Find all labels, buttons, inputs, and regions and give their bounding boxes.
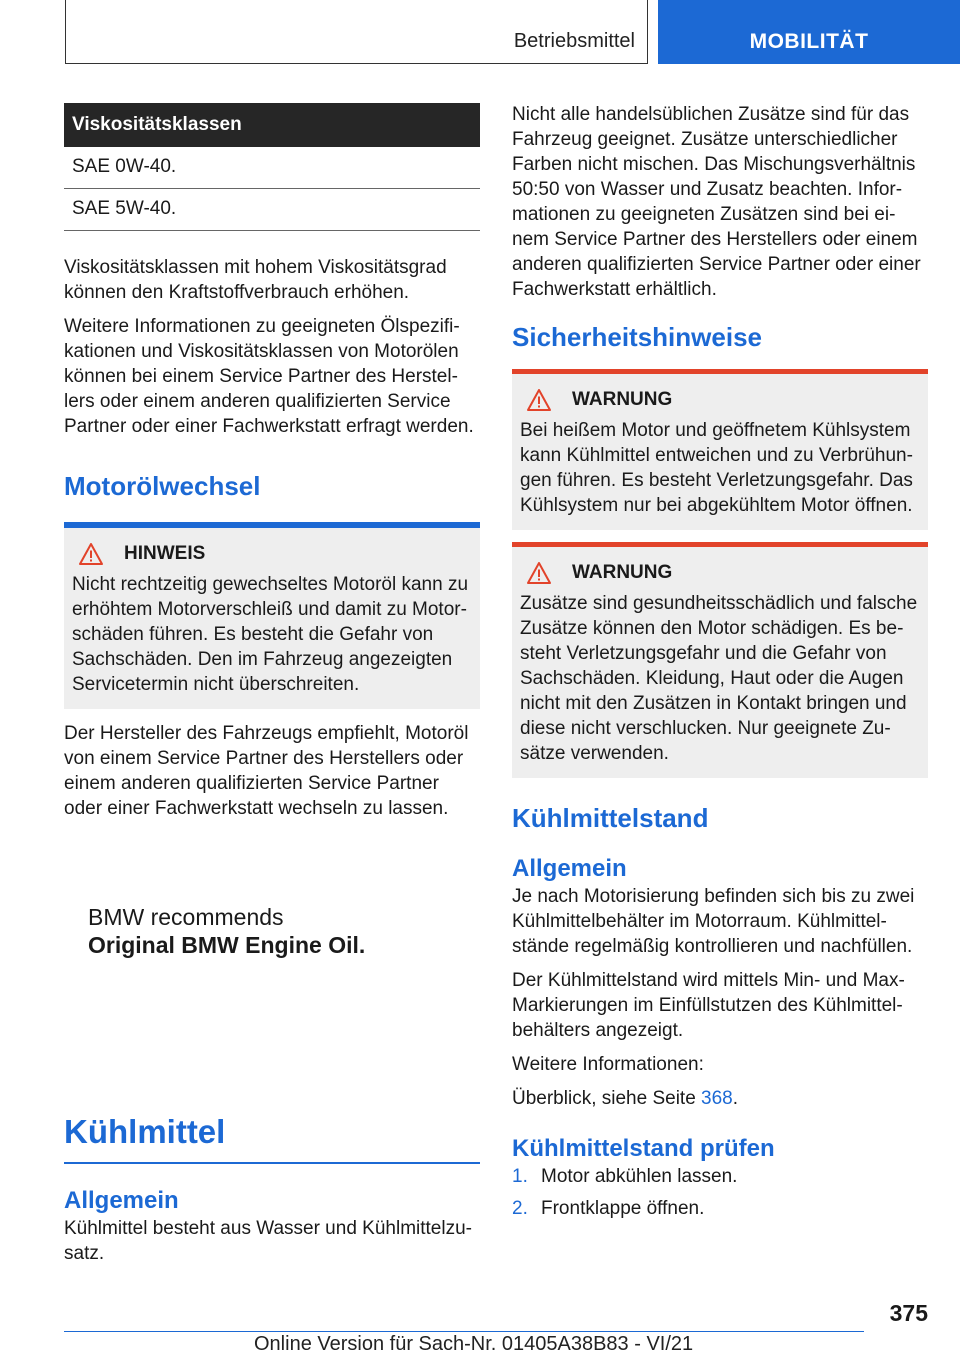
header-chapter-tab: MOBILITÄT [658, 0, 960, 64]
left-column [64, 103, 480, 1275]
paragraph: Der Hersteller des Fahrzeugs empfiehlt, Motoröl von einem Service Partner des Herstellers oder einem anderen qualifizierten Service Partner oder einer Fachwerkstatt wechseln zu lassen. [64, 723, 469, 819]
list-item [512, 1196, 928, 1221]
warning-box [512, 374, 928, 530]
warning-title: WARNUNG [572, 389, 673, 410]
paragraph-reference [512, 1086, 928, 1111]
table-row: SAE 5W-40. [64, 189, 480, 231]
chapter-heading-coolant: Kühlmittel [64, 1113, 226, 1150]
warning-triangle-icon [78, 542, 104, 566]
paragraph: Weitere Informationen zu geeigneten Ölspezifi-kationen und Viskositätsklassen von Motorölen können bei einem Service Partner des Herstel-lers oder einem anderen qualifizierten Service Partner oder einer Fachwerkstatt erfragt werden. [64, 316, 474, 437]
section-heading-coolant-level: Kühlmittelstand [512, 803, 709, 833]
right-column [512, 102, 928, 1228]
section-heading-safety: Sicherheitshinweise [512, 322, 762, 352]
paragraph: Weitere Informationen: [512, 1054, 704, 1075]
warning-header [520, 388, 920, 412]
step-text: Frontklappe öffnen. [541, 1198, 705, 1219]
paragraph: Je nach Motorisierung befinden sich bis zu zwei Kühlmittelbehälter im Motorraum. Kühlmittel-stände regelmäßig kontrollieren und nachfüllen. [512, 886, 915, 957]
list-item [512, 1164, 928, 1189]
header-section-box [65, 0, 648, 64]
viscosity-table-header: Viskositätsklassen [64, 103, 480, 147]
steps-list [512, 1164, 928, 1221]
warning-triangle-icon [526, 388, 552, 412]
step-text: Motor abkühlen lassen. [541, 1166, 738, 1187]
reference-suffix: . [732, 1088, 739, 1109]
warning-triangle-icon [526, 561, 552, 585]
header-section-title: Betriebsmittel [513, 30, 635, 52]
oil-recommendation-ad [64, 830, 480, 1060]
section-heading-oil-change: Motorölwechsel [64, 471, 261, 501]
notice-title: HINWEIS [124, 543, 206, 564]
step-number: 1. [512, 1166, 528, 1187]
subheading-check-level: Kühlmittelstand prüfen [512, 1135, 775, 1162]
ad-line-2: Original BMW Engine Oil. [88, 932, 366, 958]
notice-header [72, 542, 472, 566]
subheading-general: Allgemein [512, 855, 627, 882]
footer-rule [64, 1331, 864, 1332]
page-link[interactable]: 368 [701, 1088, 733, 1109]
ad-line-1: BMW recommends [88, 904, 284, 930]
page-number: 375 [889, 1300, 928, 1326]
subheading-general: Allgemein [64, 1187, 179, 1214]
warning-header [520, 561, 920, 585]
notice-box [64, 528, 480, 709]
paragraph: Nicht alle handelsüblichen Zusätze sind für das Fahrzeug geeignet. Zusätze unterschiedlicher Farben nicht mischen. Das Mischungsverhältnis 50:50 von Wasser und Zusatz beachten. Infor-mationen zu geeigneten Zusätzen sind bei ei-nem Service Partner des Herstellers oder einem anderen qualifizierten Service Partner oder einer Fachwerkstatt erhältlich. [512, 104, 921, 300]
warning-box [512, 547, 928, 778]
paragraph: Kühlmittel besteht aus Wasser und Kühlmittelzu-satz. [64, 1218, 472, 1264]
table-row: SAE 0W-40. [64, 147, 480, 189]
step-number: 2. [512, 1198, 528, 1219]
reference-text: Überblick, siehe Seite [512, 1088, 702, 1109]
notice-text: Nicht rechtzeitig gewechseltes Motoröl kann zu erhöhtem Motorverschleiß und damit zu Motor-schäden führen. Es besteht die Gefahr von Sachschäden. Den im Fahrzeug angezeigten Servicetermin nicht überschreiten. [72, 574, 469, 695]
paragraph: Der Kühlmittelstand wird mittels Min- und Max-Markierungen im Einfüllstutzen des Kühlmittel-behälters angezeigt. [512, 970, 905, 1041]
page-header [0, 0, 960, 66]
warning-text: Zusätze sind gesundheitsschädlich und falsche Zusätze können den Motor schädigen. Es be-steht Verletzungsgefahr und die Gefahr von Sachschäden. Kleidung, Haut oder die Augen nicht mit den Zusätzen in Kontakt bringen und diese nicht verschlucken. Nur geeignete Zu-sätze verwenden. [520, 593, 918, 764]
viscosity-table [64, 103, 480, 231]
warning-text: Bei heißem Motor und geöffnetem Kühlsystem kann Kühlmittel entweichen und zu Verbrühun-gen führen. Es besteht Verletzungsgefahr. Das Kühlsystem nur bei abgekühltem Motor öffnen. [520, 420, 913, 516]
warning-title: WARNUNG [572, 562, 673, 583]
footer-version-text: Online Version für Sach-Nr. 01405A38B83 - VI/21 [254, 1333, 694, 1355]
paragraph: Viskositätsklassen mit hohem Viskositätsgrad können den Kraftstoffverbrauch erhöhen. [64, 257, 447, 303]
